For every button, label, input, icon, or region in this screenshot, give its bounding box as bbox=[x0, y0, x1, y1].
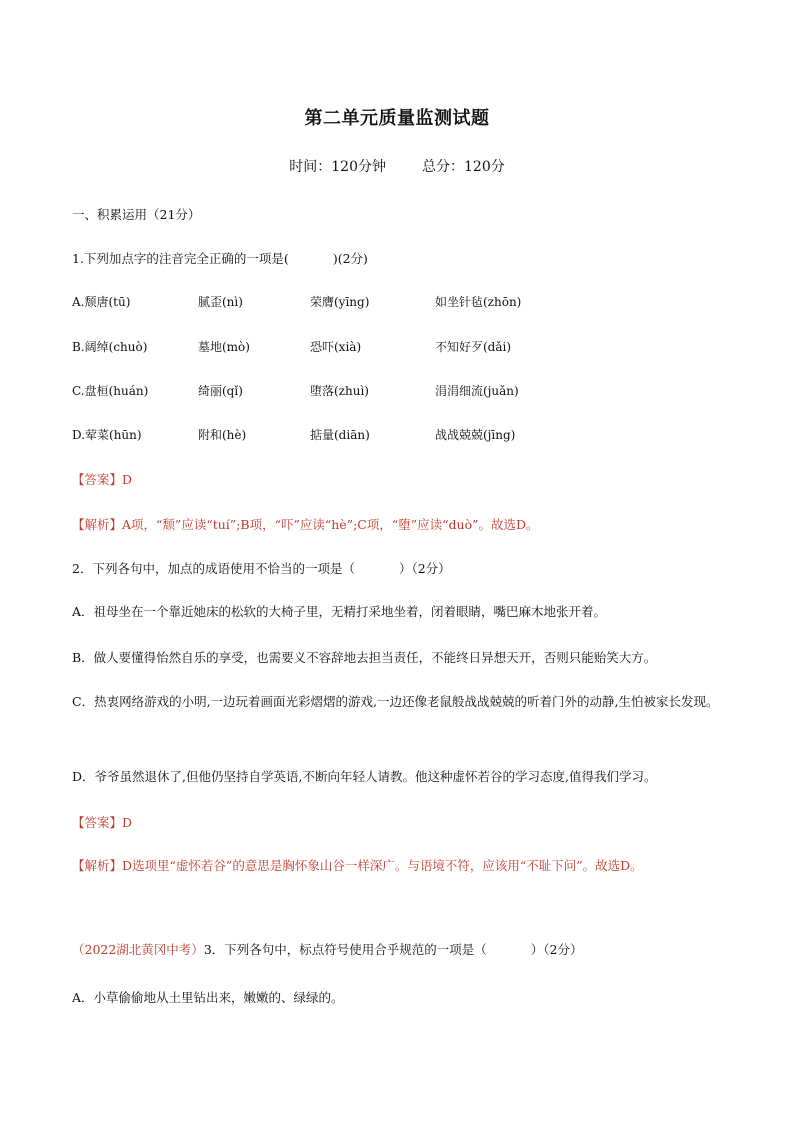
analysis-text: D选项里“虚怀若谷”的意思是胸怀象山谷一样深广。与语境不符，应该用“不耻下问”。故选D。 bbox=[122, 858, 643, 873]
option-c-3: 堕落(zhuì) bbox=[310, 384, 369, 398]
question-3-score: ）（2分） bbox=[530, 942, 583, 957]
option-a-2: 腻歪(nì) bbox=[198, 295, 243, 309]
option-c-2: 绮丽(qǐ) bbox=[198, 384, 243, 398]
option-c-4: 涓涓细流(juǎn) bbox=[435, 384, 519, 398]
question-2-stem bbox=[72, 559, 451, 577]
option-a-1: A.颓唐(tū) bbox=[72, 295, 131, 309]
question-3-stem bbox=[72, 940, 582, 958]
section-heading: 一、积累运用（21分） bbox=[72, 207, 201, 222]
answer-value: D bbox=[122, 472, 133, 487]
exam-meta bbox=[0, 156, 794, 176]
question-3-source: （2022湖北黄冈中考） bbox=[72, 942, 204, 957]
option-d-1: D.荤菜(hūn) bbox=[72, 428, 142, 442]
option-b-3: 恐吓(xià) bbox=[310, 340, 362, 354]
question-2-score: ）（2分） bbox=[398, 561, 451, 576]
option-a-3: 荣膺(yīng) bbox=[310, 295, 370, 309]
option-b-4: 不知好歹(dǎi) bbox=[435, 340, 512, 354]
question-3-option-a: A．小草偷偷地从土里钻出来，嫩嫩的、绿绿的。 bbox=[72, 990, 344, 1005]
option-d-4: 战战兢兢(jīng) bbox=[435, 428, 516, 442]
analysis-label: 【解析】 bbox=[72, 517, 123, 532]
question-2-option-a: A．祖母坐在一个靠近她床的松软的大椅子里，无精打采地坐着，闭着眼睛，嘴巴麻木地张开着。 bbox=[72, 604, 607, 619]
option-a-4: 如坐针毡(zhōn) bbox=[435, 295, 522, 309]
option-c-1: C.盘桓(huán) bbox=[72, 384, 149, 398]
option-d-3: 掂量(diān) bbox=[310, 428, 370, 442]
analysis-label: 【解析】 bbox=[72, 858, 123, 873]
question-2-option-c: C．热衷网络游戏的小明,一边玩着画面光彩熠熠的游戏,一边还像老鼠般战战兢兢的听着门外的动静,生怕被家长发现。 bbox=[72, 694, 719, 709]
option-b-2: 墓地(mò) bbox=[198, 340, 250, 354]
question-2-analysis bbox=[72, 853, 727, 879]
answer-label: 【答案】 bbox=[72, 815, 123, 830]
question-1-stem bbox=[72, 249, 368, 267]
answer-label: 【答案】 bbox=[72, 472, 123, 487]
option-b-1: B.阔绰(chuò) bbox=[72, 340, 148, 354]
analysis-text: A项，“颓”应读“tuí”;B项，“吓”应读“hè”;C项，“堕”应读“duò”。故选D。 bbox=[122, 517, 539, 532]
question-1-analysis bbox=[72, 515, 539, 533]
exam-time: 时间：120分钟 bbox=[289, 159, 386, 175]
question-2-option-d: D．爷爷虽然退休了,但他仍坚持自学英语,不断向年轻人请教。他这种虚怀若谷的学习态度,值得我们学习。 bbox=[72, 769, 657, 784]
answer-value: D bbox=[122, 815, 133, 830]
question-1-answer bbox=[72, 470, 132, 488]
page-title: 第二单元质量监测试题 bbox=[304, 108, 490, 129]
question-2-answer bbox=[72, 813, 132, 831]
question-3-stem-text: 3．下列各句中，标点符号使用合乎规范的一项是（ bbox=[203, 942, 487, 957]
question-2-stem-text: 2．下列各句中，加点的成语使用不恰当的一项是（ bbox=[72, 561, 355, 576]
question-1-score: )(2分) bbox=[332, 251, 368, 266]
option-d-2: 附和(hè) bbox=[198, 428, 247, 442]
question-1-stem-text: 1.下列加点字的注音完全正确的一项是( bbox=[72, 251, 289, 266]
question-2-option-b: B．做人要懂得怡然自乐的享受，也需要义不容辞地去担当责任，不能终日异想天开，否则只能贻笑大方。 bbox=[72, 650, 657, 665]
exam-total: 总分：120分 bbox=[422, 159, 505, 175]
